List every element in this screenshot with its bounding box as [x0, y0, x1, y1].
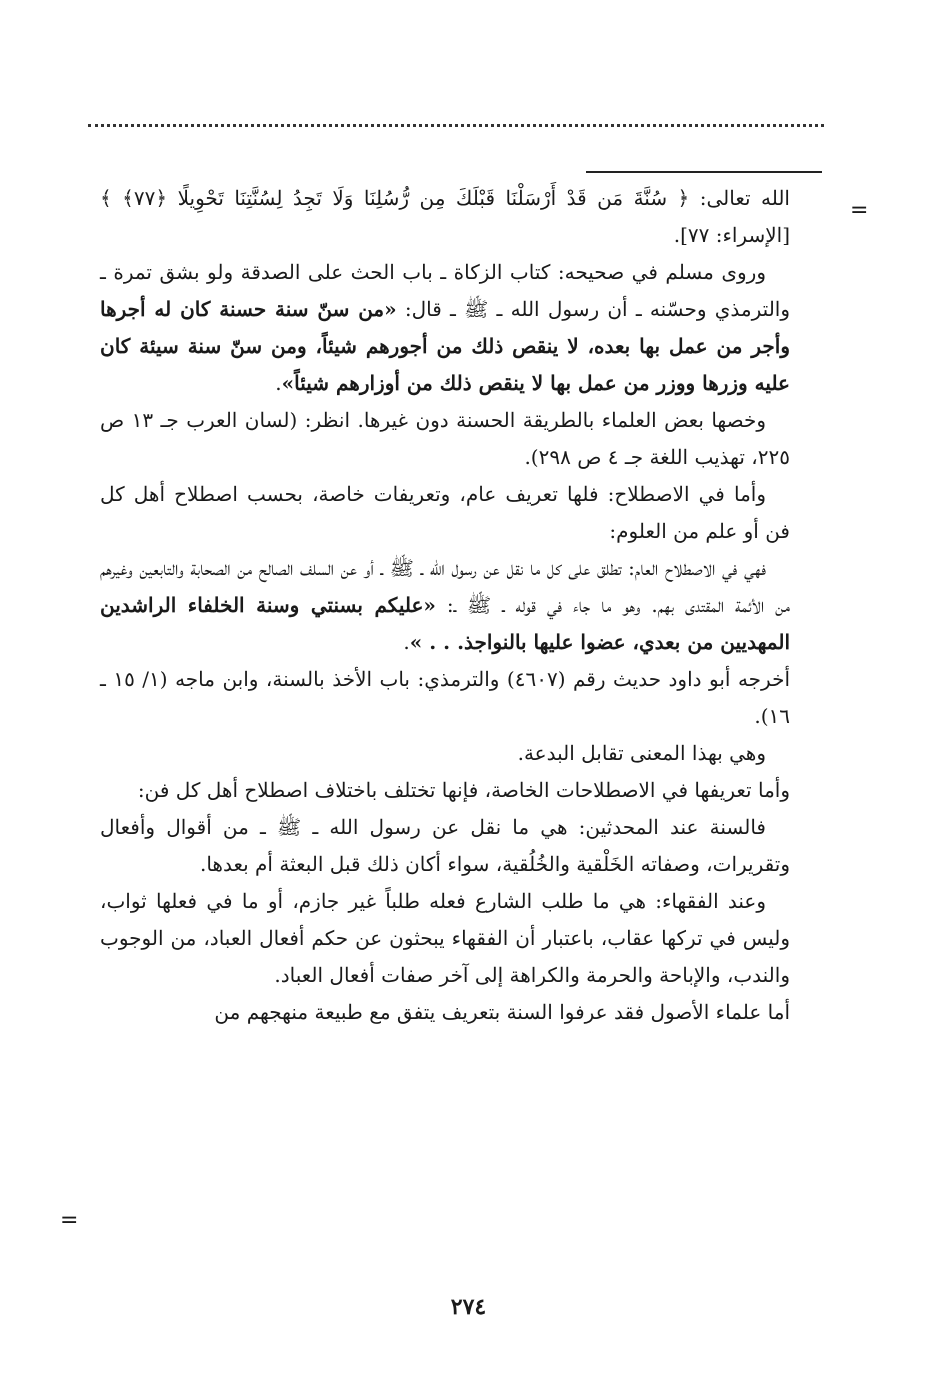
quran-verse: ﴿ سُنَّةَ مَن قَدْ أَرْسَلْنَا قَبْلَكَ مِن رُّسُلِنَا وَلَا تَجِدُ لِسُنَّتِنَا تَحْوِيلًا ﴿٧٧﴾ ﴾	[100, 186, 690, 210]
paragraph-fuqaha: وعند الفقهاء: هي ما طلب الشارع فعله طلباً غير جازم، أو ما في فعلها ثواب، وليس في تركها عقاب، باعتبار أن الفقهاء يبحثون عن حكم أفعال العباد، من الوجوب والندب، والإباحة والحرمة والكراهة إلى آخر صفات أفعال العباد.	[100, 889, 790, 987]
paragraph-general-meaning	[100, 550, 790, 661]
paragraph-muhaddithin: فالسنة عند المحدثين: هي ما نقل عن رسول الله ـ ﷺ ـ من أقوال وأفعال وتقريرات، وصفاته الخَلْقية والخُلُقية، سواء أكان ذلك قبل البعثة أم بعدها.	[100, 815, 790, 876]
hadith-text: «من سنّ سنة حسنة كان له أجرها وأجر من عمل بها بعده، لا ينقص ذلك من أجورهم شيئاً، ومن سنّ سنة سيئة كان عليه وزرها ووزر من عمل بها لا ينقص ذلك من أوزارهم شيئاً»	[100, 297, 790, 395]
verse-intro: الله تعالى:	[689, 186, 790, 210]
footnote-text	[100, 180, 790, 1031]
general-meaning-end: .	[403, 630, 410, 654]
hadith-intro: وروى مسلم في صحيحه: كتاب الزكاة ـ باب الحث على الصدقة ولو بشق تمرة ـ والترمذي وحسّنه ـ أن رسول الله ـ ﷺ ـ قال:	[100, 260, 790, 321]
hadith-sunnah: «عليكم بسنتي وسنة الخلفاء الراشدين المهديين من بعدي، عضوا عليها بالنواجذ. . . »	[100, 593, 790, 654]
continuation-mark-bottom: =	[60, 1208, 79, 1233]
footnote-rule	[586, 171, 822, 173]
paragraph-muslim-hadith	[100, 254, 790, 402]
paragraph-bidah: وهي بهذا المعنى تقابل البدعة.	[517, 741, 766, 765]
page-number: ٢٧٤	[450, 1294, 487, 1320]
paragraph-takhrij: أخرجه أبو داود حديث رقم (٤٦٠٧) والترمذي: باب الأخذ بالسنة، وابن ماجه (١/ ١٥ ـ ١٦).	[100, 667, 790, 728]
verse-reference: [الإسراء: ٧٧].	[673, 223, 790, 247]
top-dotted-separator	[88, 124, 824, 127]
general-meaning-text: فهي في الاصطلاح العام: تطلق على كل ما نقل عن رسول الله ـ ﷺ ـ أو عن السلف الصالح من الصحابة والتابعين وغيرهم من الأئمة المقتدى بهم. وهو ما جاء في قوله ـ ﷺ ـ:	[100, 556, 790, 617]
paragraph-lexicon: وخصها بعض العلماء بالطريقة الحسنة دون غيرها. انظر: (لسان العرب جـ ١٣ ص ٢٢٥، تهذيب اللغة جـ ٤ ص ٢٩٨).	[100, 408, 790, 469]
hadith-end: .	[275, 371, 282, 395]
paragraph-usul: أما علماء الأصول فقد عرفوا السنة بتعريف يتفق مع طبيعة منهجهم من	[214, 1000, 790, 1024]
continuation-mark-top: =	[850, 198, 869, 223]
paragraph-specific-definitions: وأما تعريفها في الاصطلاحات الخاصة، فإنها تختلف باختلاف اصطلاح أهل كل فن:	[137, 778, 790, 802]
paragraph-quran-verse	[100, 180, 790, 254]
paragraph-terminology: وأما في الاصطلاح: فلها تعريف عام، وتعريفات خاصة، بحسب اصطلاح أهل كل فن أو علم من العلوم:	[100, 482, 790, 543]
